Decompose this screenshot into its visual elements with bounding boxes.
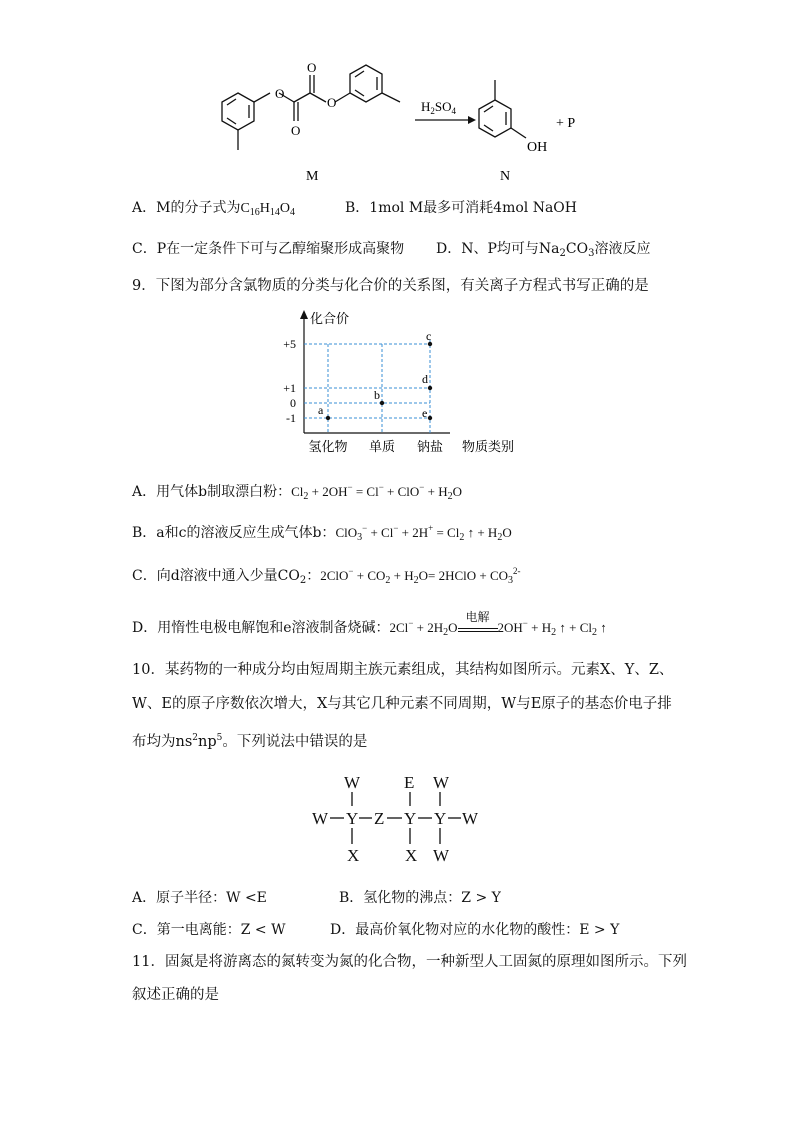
q10-option-c: C．第一电离能：Z < W <box>132 922 286 938</box>
q11-stem-line2: 叙述正确的是 <box>132 987 219 1003</box>
q9-option-a-eq: $Cl_2 + 2OH^- = Cl^- + ClO^- + H_2O$ <box>291 482 462 502</box>
point-b <box>380 401 384 405</box>
svg-text:W: W <box>312 809 329 828</box>
reaction-scheme <box>200 55 600 190</box>
q10-option-b: B．氢化物的沸点：Z > Y <box>339 890 501 906</box>
svg-text:W: W <box>344 773 361 792</box>
point-a <box>326 416 330 420</box>
svg-text:Y: Y <box>404 809 417 828</box>
q10-option-a: A．原子半径：W <E <box>132 890 267 906</box>
y-tick-label: -1 <box>286 411 296 425</box>
point-label-c: c <box>426 329 432 343</box>
q10-option-d: D．最高价氧化物对应的水化物的酸性：E > Y <box>330 922 620 938</box>
q9-option-b-eq: $ClO_3^- + Cl^- + 2H^+ = Cl_2$ ↑ + $H_2O$ <box>335 523 512 543</box>
q10-stem-line3: 布均为$ns^2np^5$。下列说法中错误的是 <box>132 733 368 750</box>
point-label-d: d <box>422 372 428 386</box>
label-m: M <box>306 169 319 184</box>
ester-o-right: O <box>327 95 337 110</box>
q9-option-a <box>132 477 462 507</box>
x-category-label: 氢化物 <box>308 439 348 454</box>
q9-option-c: C．向d溶液中通入少量$CO_2$：$2ClO^- + CO_2 + H_2O=$ 2HClO + $CO_3^{2-}$ <box>132 566 521 586</box>
q9-stem: 9．下图为部分含氯物质的分类与化合价的关系图，有关离子方程式书写正确的是 <box>132 278 649 294</box>
label-n: N <box>500 169 511 184</box>
q10-stem-line2: W、E的原子序数依次增大，X与其它几种元素不同周期，W与E原子的基态价电子排 <box>132 696 672 712</box>
q8-option-a-text: A．M的分子式为 <box>132 200 241 216</box>
electrolysis-label: 电解 <box>465 610 490 624</box>
svg-text:E: E <box>404 773 415 792</box>
q9-option-c-eq: $2ClO^- + CO_2 + H_2O=$ 2HClO + $CO_3^{2-}$ <box>320 566 521 586</box>
q8-option-c: C．P在一定条件下可与乙醇缩聚形成高聚物 <box>132 241 405 257</box>
svg-text:Z: Z <box>374 809 385 828</box>
point-label-b: b <box>374 388 380 402</box>
y-axis-arrow <box>300 310 308 319</box>
y-tick-label: +5 <box>283 337 296 351</box>
point-label-a: a <box>318 403 324 417</box>
point-e <box>428 416 432 420</box>
catalyst-label: $H_2SO_4$ <box>421 99 457 116</box>
q9-option-b <box>132 518 512 548</box>
svg-text:W: W <box>433 773 450 792</box>
q9-option-a-text: A．用气体b制取漂白粉： <box>132 484 292 500</box>
q9-option-d-text: D．用惰性电极电解饱和e溶液制备烧碱： <box>132 620 390 636</box>
svg-text:X: X <box>347 846 360 865</box>
q8-option-a-formula: $C_{16}H_{14}O_4$ <box>240 201 296 218</box>
molecular-structure <box>300 766 500 871</box>
svg-text:X: X <box>405 846 418 865</box>
y-tick-label: +1 <box>283 381 296 395</box>
q9-option-d <box>132 610 607 643</box>
svg-text:Y: Y <box>346 809 359 828</box>
svg-text:W: W <box>433 846 450 865</box>
x-axis-label: 物质类别 <box>462 439 515 454</box>
ester-o-left: O <box>275 86 285 101</box>
y-axis-label: 化合价 <box>310 311 350 326</box>
x-category-label: 单质 <box>368 439 396 454</box>
hydroxyl-label: OH <box>527 140 548 155</box>
q8-option-b: B．1mol M最多可消耗4mol NaOH <box>345 200 577 216</box>
y-tick-label: 0 <box>290 396 296 410</box>
carbonyl-o-left: O <box>291 123 301 138</box>
point-label-e: e <box>422 406 428 420</box>
chlorine-valence-chart <box>270 305 530 460</box>
q9-option-b-text: B．a和c的溶液反应生成气体b： <box>132 525 336 541</box>
q9-option-d-eq: $2Cl^- + 2H_2O$ 电解 $2OH^- + H_2$ ↑ + $Cl_2$ ↑ <box>390 620 607 635</box>
carbonyl-o-right: O <box>307 60 317 75</box>
plus-p-label: + P <box>556 116 576 131</box>
svg-text:Y: Y <box>434 809 447 828</box>
point-d <box>428 386 432 390</box>
q8-option-a <box>132 198 295 223</box>
svg-text:W: W <box>462 809 479 828</box>
q10-stem-line1: 10．某药物的一种成分均由短周期主族元素组成，其结构如图所示。元素X、Y、Z、 <box>132 662 674 678</box>
q11-stem-line1: 11．固氮是将游离态的氮转变为氮的化合物，一种新型人工固氮的原理如图所示。下列 <box>132 954 687 970</box>
x-category-label: 钠盐 <box>416 439 444 454</box>
q8-option-d: D．N、P均可与$Na_2CO_3$溶液反应 <box>436 241 651 259</box>
